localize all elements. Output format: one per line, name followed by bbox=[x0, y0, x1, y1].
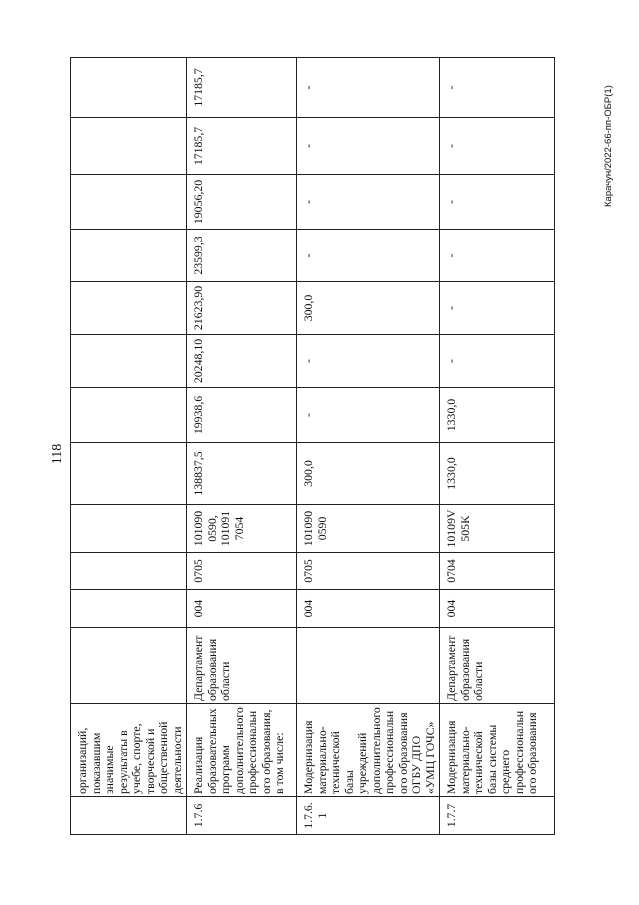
funding-year-cell: 21623,90 bbox=[187, 282, 297, 335]
funding-year-cell: - bbox=[297, 335, 440, 388]
funding-year-cell: - bbox=[297, 175, 440, 230]
row-number-cell: 1.7.6. 1 bbox=[297, 797, 440, 835]
funding-year-cell bbox=[71, 388, 187, 443]
measure-name-cell: организаций, показавшим значимые результаты в учебе, спорте, творческой и общественной деятельности bbox=[71, 704, 187, 797]
funding-year-cell: - bbox=[440, 58, 555, 118]
grbs-code-cell: 004 bbox=[440, 590, 555, 628]
funding-year-cell: - bbox=[297, 230, 440, 282]
table-row bbox=[440, 58, 555, 835]
funding-year-cell bbox=[71, 58, 187, 118]
target-article-cell: 10109V 505K bbox=[440, 505, 555, 553]
funding-year-cell bbox=[71, 118, 187, 175]
funding-year-cell bbox=[71, 230, 187, 282]
responsible-cell: Департамент образования области bbox=[440, 628, 555, 704]
funding-year-cell: 19056,20 bbox=[187, 175, 297, 230]
table-row bbox=[297, 58, 440, 835]
funding-year-cell: - bbox=[297, 388, 440, 443]
funding-year-cell: - bbox=[440, 118, 555, 175]
funding-total-cell: 138837,5 bbox=[187, 443, 297, 505]
funding-total-cell: 300,0 bbox=[297, 443, 440, 505]
row-number-cell bbox=[71, 797, 187, 835]
funding-year-cell bbox=[71, 175, 187, 230]
target-article-cell bbox=[71, 505, 187, 553]
row-number-cell: 1.7.6 bbox=[187, 797, 297, 835]
funding-year-cell: - bbox=[440, 335, 555, 388]
measure-name-cell: Модернизация материально- технической базы системы среднего профессиональн ого образования bbox=[440, 704, 555, 797]
funding-year-cell: - bbox=[297, 58, 440, 118]
section-code-cell: 0705 bbox=[187, 553, 297, 590]
measure-name-cell: Реализация образовательных программ дополнительного профессиональн ого образования, в том числе: bbox=[187, 704, 297, 797]
grbs-code-cell bbox=[71, 590, 187, 628]
target-article-cell: 101090 0590, 101091 7054 bbox=[187, 505, 297, 553]
grbs-code-cell: 004 bbox=[187, 590, 297, 628]
measure-name-cell: Модернизация материально- технической базы учреждений дополнительного профессиональн ого образования ОГБУ ДПО «УМЦ ГОЧС» bbox=[297, 704, 440, 797]
section-code-cell: 0704 bbox=[440, 553, 555, 590]
target-article-cell: 101090 0590 bbox=[297, 505, 440, 553]
grbs-code-cell: 004 bbox=[297, 590, 440, 628]
funding-year-cell: 1330,0 bbox=[440, 388, 555, 443]
funding-year-cell: 23599,3 bbox=[187, 230, 297, 282]
funding-year-cell: - bbox=[440, 282, 555, 335]
funding-year-cell: - bbox=[440, 175, 555, 230]
section-code-cell bbox=[71, 553, 187, 590]
responsible-cell bbox=[71, 628, 187, 704]
responsible-cell bbox=[297, 628, 440, 704]
funding-total-cell: 1330,0 bbox=[440, 443, 555, 505]
section-code-cell: 0705 bbox=[297, 553, 440, 590]
document-reference-note: Карачун/2022-66-пп-ОБР(1) bbox=[603, 85, 614, 207]
funding-year-cell bbox=[71, 282, 187, 335]
funding-year-cell: - bbox=[297, 118, 440, 175]
table-row bbox=[71, 58, 187, 835]
page-number: 118 bbox=[50, 443, 65, 465]
funding-year-cell: 19938,6 bbox=[187, 388, 297, 443]
funding-total-cell bbox=[71, 443, 187, 505]
funding-year-cell: 300,0 bbox=[297, 282, 440, 335]
budget-table bbox=[70, 57, 555, 835]
funding-year-cell: 20248,10 bbox=[187, 335, 297, 388]
table-row bbox=[187, 58, 297, 835]
funding-year-cell: 17185,7 bbox=[187, 118, 297, 175]
funding-year-cell bbox=[71, 335, 187, 388]
row-number-cell: 1.7.7 bbox=[440, 797, 555, 835]
responsible-cell: Департамент образования области bbox=[187, 628, 297, 704]
funding-year-cell: 17185,7 bbox=[187, 58, 297, 118]
funding-year-cell: - bbox=[440, 230, 555, 282]
